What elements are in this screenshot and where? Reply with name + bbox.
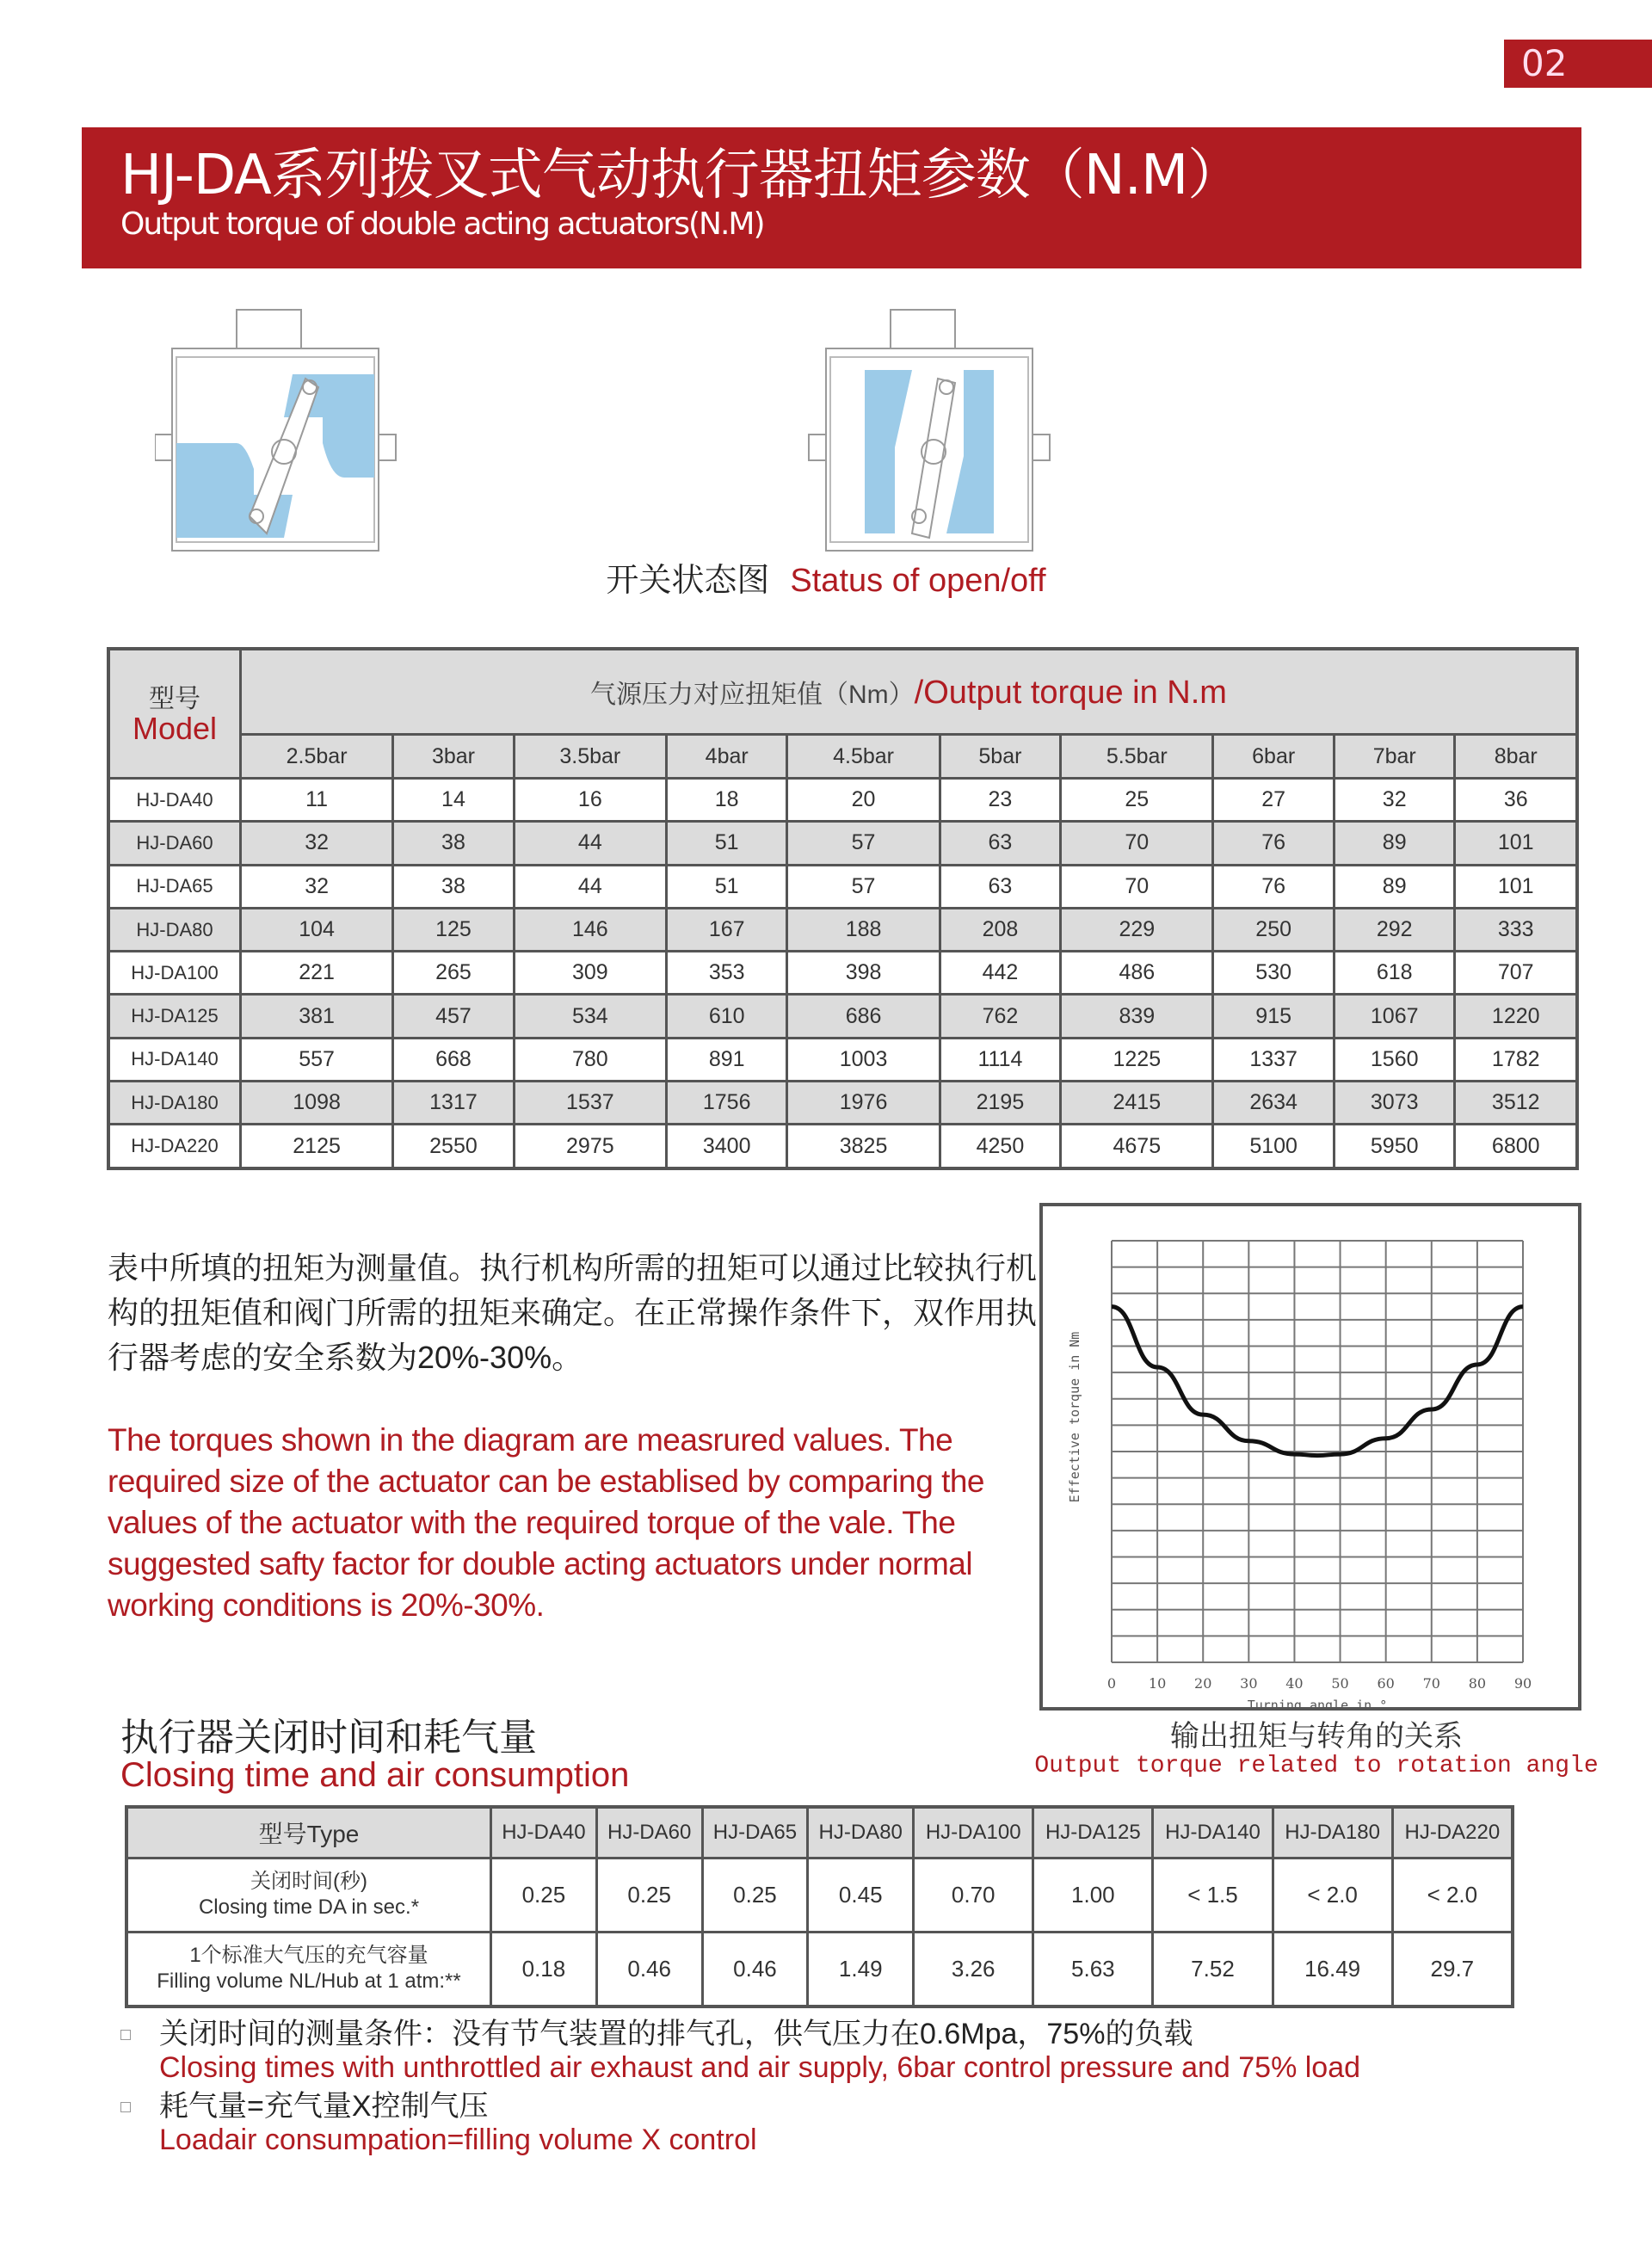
torque-cell: 534 — [514, 995, 666, 1038]
notes — [120, 2018, 1583, 2162]
x-axis-label: Turning angle in ° — [1247, 1698, 1388, 1707]
diagram-caption — [0, 559, 1652, 602]
value-cell: 0.46 — [596, 1932, 702, 2007]
pressure-header: 3.5bar — [514, 735, 666, 779]
row-label — [126, 1932, 491, 2007]
torque-cell: 915 — [1213, 995, 1335, 1038]
torque-cell: 1756 — [666, 1082, 787, 1125]
torque-cell: 89 — [1334, 865, 1455, 908]
value-cell: 0.18 — [491, 1932, 597, 2007]
torque-cell: 309 — [514, 952, 666, 995]
pressure-group-header — [241, 649, 1578, 735]
torque-cell: 229 — [1061, 908, 1213, 951]
torque-cell: 57 — [787, 865, 940, 908]
torque-cell: 891 — [666, 1038, 787, 1081]
torque-cell: 36 — [1455, 779, 1577, 822]
model-header: HJ-DA80 — [808, 1807, 914, 1859]
torque-cell: 1317 — [393, 1082, 515, 1125]
x-tick-label: 30 — [1240, 1675, 1258, 1692]
torque-cell: 457 — [393, 995, 515, 1038]
y-axis-label: Effective torque in Nm — [1067, 1331, 1082, 1503]
x-tick-label: 20 — [1194, 1675, 1212, 1692]
value-cell: 1.00 — [1033, 1859, 1153, 1933]
torque-cell: 2975 — [514, 1125, 666, 1168]
x-tick-label: 80 — [1468, 1675, 1487, 1692]
pressure-header: 2.5bar — [241, 735, 393, 779]
model-cell: HJ-DA80 — [108, 908, 241, 951]
table-row — [126, 1932, 1513, 2007]
value-cell: < 1.5 — [1153, 1859, 1273, 1933]
torque-cell: 686 — [787, 995, 940, 1038]
value-cell: 7.52 — [1153, 1932, 1273, 2007]
torque-cell: 1537 — [514, 1082, 666, 1125]
model-cell: HJ-DA60 — [108, 822, 241, 865]
closing-section-title-cn: 执行器关闭时间和耗气量 — [120, 1717, 537, 1759]
torque-cell: 76 — [1213, 865, 1335, 908]
torque-cell: 38 — [393, 822, 515, 865]
description-cn: 表中所填的扭矩为测量值。执行机构所需的扭矩可以通过比较执行机构的扭矩值和阀门所需的扭矩来确定。在正常操作条件下，双作用执行器考虑的安全系数为20%-30%。 — [108, 1250, 1038, 1375]
torque-table — [107, 647, 1579, 1170]
model-header: HJ-DA220 — [1392, 1807, 1513, 1859]
torque-cell: 762 — [940, 995, 1061, 1038]
value-cell: 3.26 — [914, 1932, 1033, 2007]
model-header: HJ-DA140 — [1153, 1807, 1273, 1859]
chart-subtitle: Output torque related to rotation angle — [1034, 1753, 1599, 1779]
value-cell: 16.49 — [1273, 1932, 1392, 2007]
torque-cell: 38 — [393, 865, 515, 908]
value-cell: < 2.0 — [1273, 1859, 1392, 1933]
pressure-header: 4.5bar — [787, 735, 940, 779]
table-row — [108, 822, 1577, 865]
torque-cell: 2415 — [1061, 1082, 1213, 1125]
torque-cell: 530 — [1213, 952, 1335, 995]
table-row — [108, 1038, 1577, 1081]
torque-cell: 14 — [393, 779, 515, 822]
table-row — [108, 908, 1577, 951]
x-tick-label: 70 — [1422, 1675, 1440, 1692]
page-number-badge: 02 — [1504, 40, 1652, 88]
torque-cell: 1337 — [1213, 1038, 1335, 1081]
torque-cell: 70 — [1061, 822, 1213, 865]
diagram-caption-cn: 开关状态图 — [606, 563, 770, 599]
page-subtitle: Output torque of double acting actuators(N.M) — [120, 207, 764, 242]
torque-angle-chart — [1039, 1203, 1581, 1711]
model-cell: HJ-DA40 — [108, 779, 241, 822]
torque-cell: 18 — [666, 779, 787, 822]
torque-cell: 668 — [393, 1038, 515, 1081]
torque-cell: 25 — [1061, 779, 1213, 822]
note-item — [120, 2018, 1583, 2085]
x-tick-label: 50 — [1331, 1675, 1349, 1692]
torque-cell: 610 — [666, 995, 787, 1038]
torque-cell: 780 — [514, 1038, 666, 1081]
torque-cell: 1225 — [1061, 1038, 1213, 1081]
note-cn: 关闭时间的测量条件：没有节气装置的排气孔，供气压力在0.6Mpa，75%的负载 — [159, 2018, 1193, 2050]
torque-cell: 1067 — [1334, 995, 1455, 1038]
closing-time-table — [125, 1805, 1514, 2008]
bullet-icon — [120, 2030, 131, 2040]
closing-section-title-en: Closing time and air consumption — [120, 1756, 630, 1794]
torque-cell: 1220 — [1455, 995, 1577, 1038]
torque-cell: 1114 — [940, 1038, 1061, 1081]
row-label-cn: 1个标准大气压的充气容量 — [189, 1944, 428, 1968]
group-header-en: /Output torque in N.m — [914, 674, 1227, 711]
pressure-header: 5bar — [940, 735, 1061, 779]
model-cell: HJ-DA140 — [108, 1038, 241, 1081]
value-cell: 0.25 — [491, 1859, 597, 1933]
torque-cell: 208 — [940, 908, 1061, 951]
pressure-header: 3bar — [393, 735, 515, 779]
torque-cell: 4250 — [940, 1125, 1061, 1168]
table-row — [108, 952, 1577, 995]
torque-cell: 20 — [787, 779, 940, 822]
torque-cell: 104 — [241, 908, 393, 951]
row-label-en: Closing time DA in sec.* — [198, 1896, 420, 1920]
torque-cell: 16 — [514, 779, 666, 822]
torque-cell: 2634 — [1213, 1082, 1335, 1125]
model-header: HJ-DA100 — [914, 1807, 1033, 1859]
torque-cell: 486 — [1061, 952, 1213, 995]
torque-cell: 221 — [241, 952, 393, 995]
torque-curve — [1112, 1307, 1523, 1456]
value-cell: 0.46 — [702, 1932, 808, 2007]
torque-cell: 2550 — [393, 1125, 515, 1168]
torque-cell: 1976 — [787, 1082, 940, 1125]
torque-cell: 618 — [1334, 952, 1455, 995]
torque-cell: 101 — [1455, 822, 1577, 865]
note-cn: 耗气量=充气量X控制气压 — [159, 2090, 489, 2123]
torque-cell: 1098 — [241, 1082, 393, 1125]
x-tick-label: 40 — [1285, 1675, 1304, 1692]
torque-cell: 2125 — [241, 1125, 393, 1168]
model-cell: HJ-DA180 — [108, 1082, 241, 1125]
model-header: HJ-DA40 — [491, 1807, 597, 1859]
value-cell: 0.25 — [596, 1859, 702, 1933]
diagram-caption-en: Status of open/off — [790, 563, 1046, 599]
torque-cell: 125 — [393, 908, 515, 951]
actuator-diagram-closed — [809, 310, 1050, 551]
value-cell: 29.7 — [1392, 1932, 1513, 2007]
torque-cell: 3512 — [1455, 1082, 1577, 1125]
torque-cell: 23 — [940, 779, 1061, 822]
x-tick-label: 10 — [1148, 1675, 1167, 1692]
model-cell: HJ-DA220 — [108, 1125, 241, 1168]
torque-cell: 11 — [241, 779, 393, 822]
torque-cell: 32 — [241, 822, 393, 865]
torque-cell: 398 — [787, 952, 940, 995]
pressure-header: 8bar — [1455, 735, 1577, 779]
torque-cell: 292 — [1334, 908, 1455, 951]
torque-cell: 32 — [241, 865, 393, 908]
torque-cell: 5950 — [1334, 1125, 1455, 1168]
model-header — [108, 649, 241, 779]
note-en: Loadair consumpation=filling volume X control — [159, 2124, 757, 2156]
value-cell: 0.25 — [702, 1859, 808, 1933]
value-cell: 5.63 — [1033, 1932, 1153, 2007]
row-label — [126, 1859, 491, 1933]
torque-cell: 3400 — [666, 1125, 787, 1168]
x-tick-label: 90 — [1513, 1675, 1532, 1692]
torque-cell: 89 — [1334, 822, 1455, 865]
torque-cell: 4675 — [1061, 1125, 1213, 1168]
table-row — [108, 995, 1577, 1038]
table-row — [108, 1082, 1577, 1125]
torque-cell: 2195 — [940, 1082, 1061, 1125]
note-item — [120, 2090, 1583, 2157]
torque-cell: 250 — [1213, 908, 1335, 951]
torque-cell: 76 — [1213, 822, 1335, 865]
torque-cell: 265 — [393, 952, 515, 995]
pressure-header: 7bar — [1334, 735, 1455, 779]
torque-cell: 63 — [940, 865, 1061, 908]
model-cell: HJ-DA125 — [108, 995, 241, 1038]
note-en: Closing times with unthrottled air exhaust and air supply, 6bar control pressure and 75% load — [159, 2051, 1361, 2084]
torque-cell: 333 — [1455, 908, 1577, 951]
model-header: HJ-DA180 — [1273, 1807, 1392, 1859]
model-header-cn: 型号 — [149, 684, 200, 713]
torque-cell: 146 — [514, 908, 666, 951]
torque-cell: 63 — [940, 822, 1061, 865]
torque-cell: 188 — [787, 908, 940, 951]
torque-cell: 167 — [666, 908, 787, 951]
torque-cell: 44 — [514, 865, 666, 908]
torque-cell: 27 — [1213, 779, 1335, 822]
bullet-icon — [120, 2102, 131, 2112]
torque-cell: 57 — [787, 822, 940, 865]
torque-cell: 353 — [666, 952, 787, 995]
torque-cell: 707 — [1455, 952, 1577, 995]
description-en: The torques shown in the diagram are measrured values. The required size of the actuator can be establised by comparing the values of the actuator with the required torque of the vale. The suggested safty factor for double acting actuators under normal working conditions is 20%-30%. — [108, 1422, 985, 1623]
table-row — [108, 779, 1577, 822]
x-tick-label: 0 — [1106, 1675, 1117, 1692]
table-row — [108, 1125, 1577, 1168]
torque-cell: 44 — [514, 822, 666, 865]
table-row — [126, 1859, 1513, 1933]
piston-left-chamber — [865, 370, 912, 533]
torque-cell: 51 — [666, 865, 787, 908]
pressure-header: 6bar — [1213, 735, 1335, 779]
model-header: HJ-DA60 — [596, 1807, 702, 1859]
model-cell: HJ-DA100 — [108, 952, 241, 995]
torque-cell: 3073 — [1334, 1082, 1455, 1125]
torque-cell: 5100 — [1213, 1125, 1335, 1168]
value-cell: 0.45 — [808, 1859, 914, 1933]
torque-cell: 32 — [1334, 779, 1455, 822]
pressure-header: 5.5bar — [1061, 735, 1213, 779]
torque-cell: 101 — [1455, 865, 1577, 908]
type-header: 型号Type — [126, 1807, 491, 1859]
actuator-diagram-open — [155, 310, 396, 551]
torque-cell: 1003 — [787, 1038, 940, 1081]
value-cell: < 2.0 — [1392, 1859, 1513, 1933]
page-title: HJ-DA系列拨叉式气动执行器扭矩参数（N.M） — [120, 144, 1242, 207]
value-cell: 1.49 — [808, 1932, 914, 2007]
torque-cell: 1782 — [1455, 1038, 1577, 1081]
row-label-cn: 关闭时间(秒) — [250, 1870, 367, 1894]
torque-cell: 1560 — [1334, 1038, 1455, 1081]
torque-cell: 381 — [241, 995, 393, 1038]
model-header: HJ-DA65 — [702, 1807, 808, 1859]
model-header-en: Model — [132, 710, 218, 746]
torque-cell: 557 — [241, 1038, 393, 1081]
model-header: HJ-DA125 — [1033, 1807, 1153, 1859]
header-band — [82, 127, 1581, 268]
chart-svg — [1043, 1206, 1578, 1707]
row-label-en: Filling volume NL/Hub at 1 atm:** — [157, 1970, 461, 1994]
actuator-status-diagrams — [155, 301, 1514, 559]
torque-cell: 51 — [666, 822, 787, 865]
table-row — [108, 865, 1577, 908]
model-cell: HJ-DA65 — [108, 865, 241, 908]
torque-cell: 839 — [1061, 995, 1213, 1038]
chart-title: 输出扭矩与转角的关系 — [1170, 1719, 1463, 1754]
torque-cell: 6800 — [1455, 1125, 1577, 1168]
pressure-header: 4bar — [666, 735, 787, 779]
x-tick-label: 60 — [1377, 1675, 1395, 1692]
torque-cell: 3825 — [787, 1125, 940, 1168]
torque-cell: 70 — [1061, 865, 1213, 908]
value-cell: 0.70 — [914, 1859, 1033, 1933]
group-header-cn: 气源压力对应扭矩值（Nm） — [590, 680, 915, 709]
torque-cell: 442 — [940, 952, 1061, 995]
